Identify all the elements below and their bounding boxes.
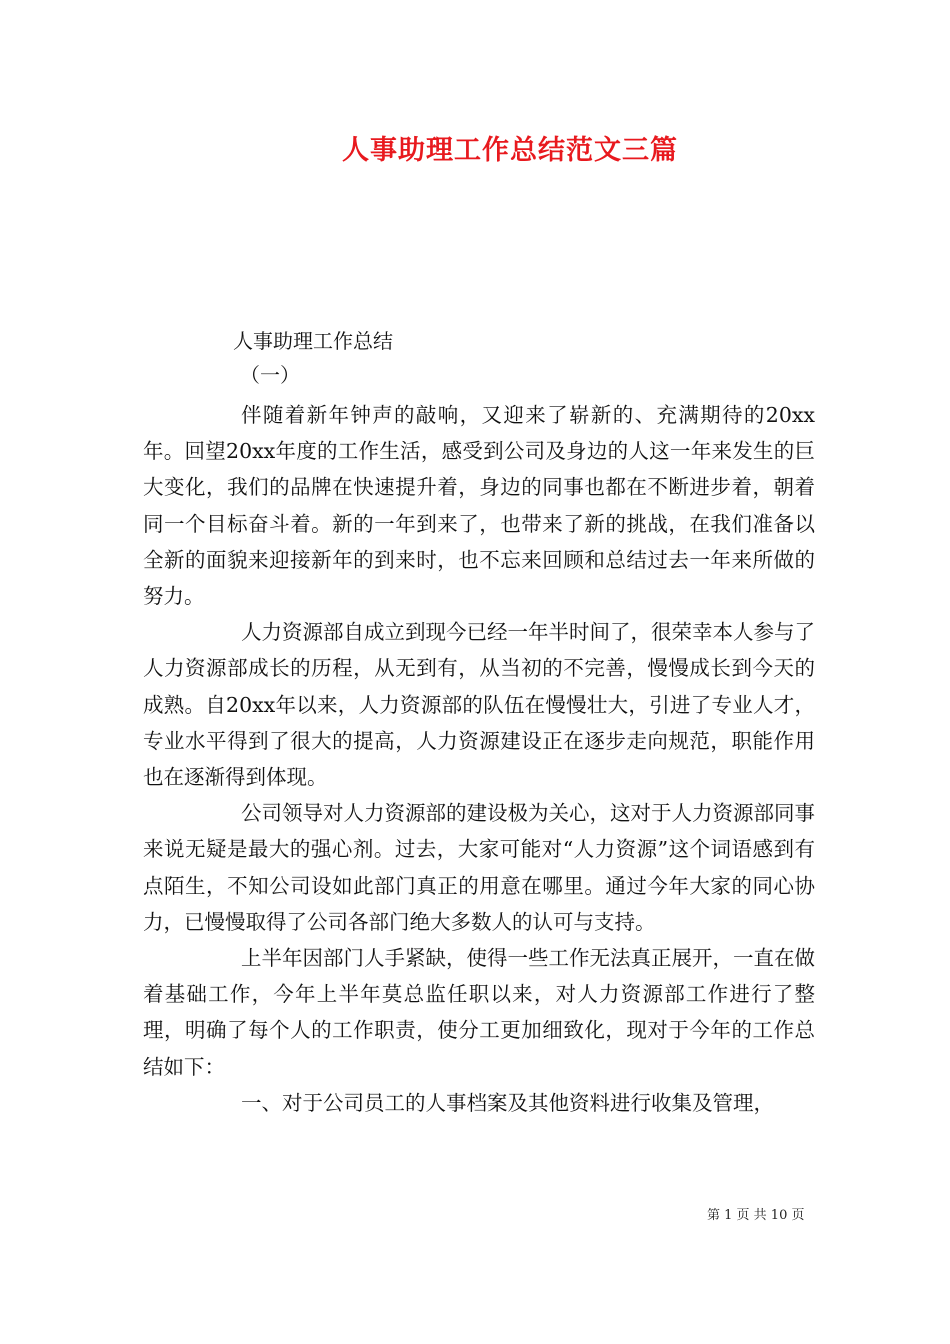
section-heading: 人事助理工作总结 <box>233 329 393 353</box>
paragraph: 一、对于公司员工的人事档案及其他资料进行收集及管理， <box>241 1090 774 1115</box>
document-title: 人事助理工作总结范文三篇 <box>342 135 678 166</box>
paragraph: 上半年因部门人手紧缺，使得一些工作无法真正展开，一直在做着基础工作，今年上半年莫总监任职以来，对人力资源部工作进行了整理，明确了每个人的工作职责，使分工更加细致化，现对于今年的工作总结如下： <box>143 946 815 1079</box>
page-number-footer: 第 1 页 共 10 页 <box>707 1208 805 1223</box>
section-number: （一） <box>240 363 300 387</box>
paragraph: 伴随着新年钟声的敲响，又迎来了崭新的、充满期待的20xx年。回望20xx年度的工作生活，感受到公司及身边的人这一年来发生的巨大变化，我们的品牌在快速提升着，身边的同事也都在不断进步着，朝着同一个目标奋斗着。新的一年到来了，也带来了新的挑战，在我们准备以全新的面貌来迎接新年的到来时，也不忘来回顾和总结过去一年来所做的努力。 <box>143 403 815 609</box>
paragraph: 公司领导对人力资源部的建设极为关心，这对于人力资源部同事来说无疑是最大的强心剂。过去，大家可能对“人力资源”这个词语感到有点陌生，不知公司设如此部门真正的用意在哪里。通过今年大家的同心协力，已慢慢取得了公司各部门绝大多数人的认可与支持。 <box>143 801 815 934</box>
paragraph: 人力资源部自成立到现今已经一年半时间了，很荣幸本人参与了人力资源部成长的历程，从无到有，从当初的不完善，慢慢成长到今天的成熟。自20xx年以来，人力资源部的队伍在慢慢壮大，引进了专业人才，专业水平得到了很大的提高，人力资源建设正在逐步走向规范，职能作用也在逐渐得到体现。 <box>143 620 815 790</box>
body-text <box>143 397 815 1121</box>
